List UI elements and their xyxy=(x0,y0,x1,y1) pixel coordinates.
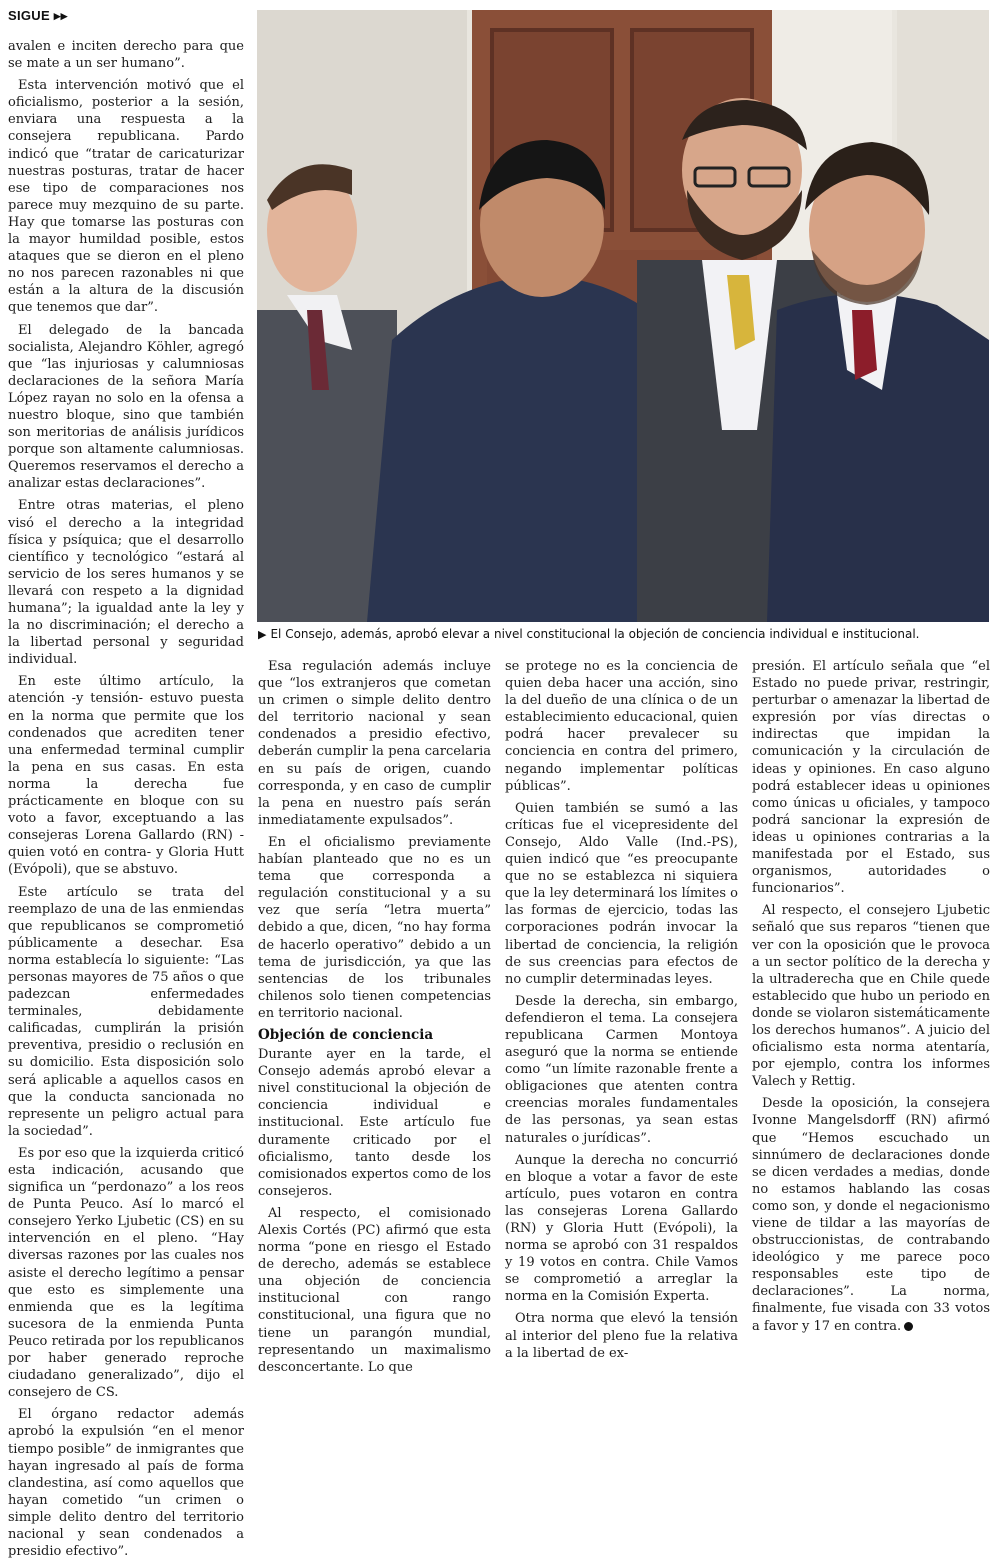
paragraph: Aunque la derecha no concurrió en bloque a votar a favor de este artículo, pues votaron en contra las consejeras Lorena Gallardo (RN) y Gloria Hutt (Evópoli), la norma se aprobó con 31 respaldos y 19 votos en contra. Chile Vamos se comprometió a arreglar la norma en la Comisión Experta. xyxy=(505,1152,738,1305)
paragraph: Esta intervención motivó que el oficialismo, posterior a la sesión, enviara una respuesta a la consejera republicana. Pardo indicó que “tratar de caricaturizar nuestras posturas, tratar de hacer ese tipo de comparaciones nos parece muy mezquino de su parte. Hay que tomarse las posturas con la mayor humildad posible, estos ataques que se dieron en el pleno no nos parecen razonables ni que están a la altura de la discusión que tenemos que dar”. xyxy=(8,78,244,316)
photo-illustration xyxy=(257,10,989,622)
article-column-4 xyxy=(752,658,990,1334)
paragraph: Este artículo se trata del reemplazo de una de las enmiendas que republicanos se comprometió públicamente a desechar. Esa norma establecía lo siguiente: “Las personas mayores de 75 años o que padezcan enfermedades terminales, debidamente calificadas, cumplirán la prisión preventiva, presidio o reclusión en su domicilio. Esta disposición solo será aplicable a aquellos casos en que la conducta sancionada no represente un peligro actual para la sociedad”. xyxy=(8,884,244,1139)
caption-text: El Consejo, además, aprobó elevar a nivel constitucional la objeción de conciencia individual e institucional. xyxy=(270,627,920,641)
paragraph: avalen e inciten derecho para que se mate a un ser humano”. xyxy=(8,39,244,72)
paragraph: El delegado de la bancada socialista, Alejandro Köhler, agregó que “las injuriosas y calumniosas declaraciones de la señora María López rayan no solo en la ofensa a nuestro bloque, sino que también son meritorias de análisis jurídicos porque son altamente calumniosas. Queremos reservamos el derecho a analizar estas declaraciones”. xyxy=(8,322,244,492)
paragraph xyxy=(752,1095,990,1334)
paragraph: Esa regulación además incluye que “los extranjeros que cometan un crimen o simple delito dentro del territorio nacional y sean condenados a presidio efectivo, deberán cumplir la pena carcelaria en su país de origen, cuando corresponda, y en caso de cumplir la pena en nuestro país serán inmediatamente expulsados”. xyxy=(258,659,491,828)
paragraph: Al respecto, el comisionado Alexis Cortés (PC) afirmó que esta norma “pone en riesgo el Estado de derecho, además se establece una objeción de conciencia institucional con rango constitucional, una figura que no tiene un parangón mundial, representando un maximalismo desconcertante. Lo que xyxy=(258,1205,491,1375)
paragraph: El órgano redactor además aprobó la expulsión “en el menor tiempo posible” de inmigrantes que hayan ingresado al país de forma clandestina, así como aquellos que hayan cometido “un crimen o simple delito dentro del territorio nacional y sean condenados a presidio efectivo”. xyxy=(8,1407,244,1560)
continued-label: SIGUE ▸▸ xyxy=(8,8,68,23)
article-column-3 xyxy=(505,658,738,1361)
paragraph: Es por eso que la izquierda criticó esta indicación, acusando que significa un “perdonazo” a los reos de Punta Peuco. Así lo marcó el consejero Yerko Ljubetic (CS) en su intervención en el pleno. “Hay diversas razones por las cuales nos asiste el derecho legítimo a pensar que esto es simplemente una enmienda que es la legítima sucesora de la enmienda Punta Peuco retirada por los republicanos por haber generado reproche ciudadano generalizado”, dijo el consejero de CS. xyxy=(8,1145,244,1401)
paragraph: En el oficialismo previamente habían planteado que no es un tema que corresponda a regulación constitucional y a su vez que sería “letra muerta” debido a que, dicen, “no hay forma de hacerlo operativo” debido a un tema de jurisdicción, ya que las sentencias de los tribunales chilenos solo tienen competencias en territorio nacional. xyxy=(258,834,491,1021)
paragraph: Durante ayer en la tarde, el Consejo además aprobó elevar a nivel constitucional la objeción de conciencia individual e institucional. Este artículo fue duramente criticado por el oficialismo, tanto desde los comisionados expertos como de los consejeros. xyxy=(258,1047,491,1199)
paragraph: Otra norma que elevó la tensión al interior del pleno fue la relativa a la libertad de ex- xyxy=(505,1311,738,1361)
article-column-2 xyxy=(258,658,491,1375)
paragraph: Quien también se sumó a las críticas fue el vicepresidente del Consejo, Aldo Valle (Ind.-PS), quien indicó que “es preocupante que no se establezca ni siquiera que la ley determinará los límites o las formas de ejercicio, todas las corporaciones podrán invocar la libertad de conciencia, la religión de sus creencias para efectos de no cumplir determinadas leyes. xyxy=(505,800,738,987)
paragraph: presión. El artículo señala que “el Estado no puede privar, restringir, perturbar o amenazar la libertad de expresión por vías directas o indirectas que impidan la comunicación y la circulación de ideas y opiniones. En caso alguno podrá establecer ideas u opiniones como únicas u oficiales, y tampoco podrá sancionar la expresión de ideas u opiniones contrarias a la manifestada por el Estado, sus organismos, autoridades o funcionarios”. xyxy=(752,659,990,897)
paragraph: Desde la derecha, sin embargo, defendieron el tema. La consejera republicana Carmen Montoya aseguró que la norma se entiende como “un límite razonable frente a obligaciones que atenten contra creencias morales fundamentales de las personas, ya sean estas naturales o jurídicas”. xyxy=(505,993,738,1146)
photo-caption xyxy=(258,627,990,641)
subheading: Objeción de conciencia xyxy=(258,1026,434,1043)
caption-arrow-icon: ▶ xyxy=(258,628,267,641)
paragraph: Al respecto, el consejero Ljubetic señaló que sus reparos “tienen que ver con la oposición que le provoca a un sector político de la derecha y la ultraderecha que en Chile quede establecido que hubo un periodo en donde se violaron sistemáticamente los derechos humanos”. A juicio del oficialismo esta norma atentaría, por ejemplo, contra los informes Valech y Rettig. xyxy=(752,903,990,1090)
paragraph: Entre otras materias, el pleno visó el derecho a la integridad física y psíquica; que el desarrollo científico y tecnológico “estará al servicio de los seres humanos y se llevará con respeto a la dignidad humana”; la igualdad ante la ley y la no discriminación; el derecho a la libertad personal y seguridad individual. xyxy=(8,498,244,668)
news-photo xyxy=(257,10,989,622)
article-column-1 xyxy=(8,38,244,1560)
paragraph: se protege no es la conciencia de quien deba hacer una acción, sino la del dueño de una clínica o de un establecimiento educacional, quien podrá hacer prevalecer su conciencia en contra del primero, negando implementar políticas públicas”. xyxy=(505,659,738,794)
end-of-article-icon xyxy=(904,1322,913,1331)
paragraph: En este último artículo, la atención -y tensión- estuvo puesta en la norma que permite que los condenados que acrediten tener una enfermedad terminal cumplir la pena en sus casas. En esta norma la derecha fue prácticamente en bloque con su voto a favor, exceptuando a las consejeras Lorena Gallardo (RN) -quien votó en contra- y Gloria Hutt (Evópoli), que se abstuvo. xyxy=(8,674,244,878)
paragraph-text: Desde la oposición, la consejera Ivonne Mangelsdorff (RN) afirmó que “Hemos escuchado un sinnúmero de declaraciones donde se dicen verdades a medias, donde no estamos hablando las cosas como son, y donde el negacionismo viene de tildar a las mayorías de obstruccionistas, de contrabando ideológico y me parece poco responsables este tipo de declaraciones”. La norma, finalmente, fue visada con 33 votos a favor y 17 en contra. xyxy=(752,1096,990,1334)
